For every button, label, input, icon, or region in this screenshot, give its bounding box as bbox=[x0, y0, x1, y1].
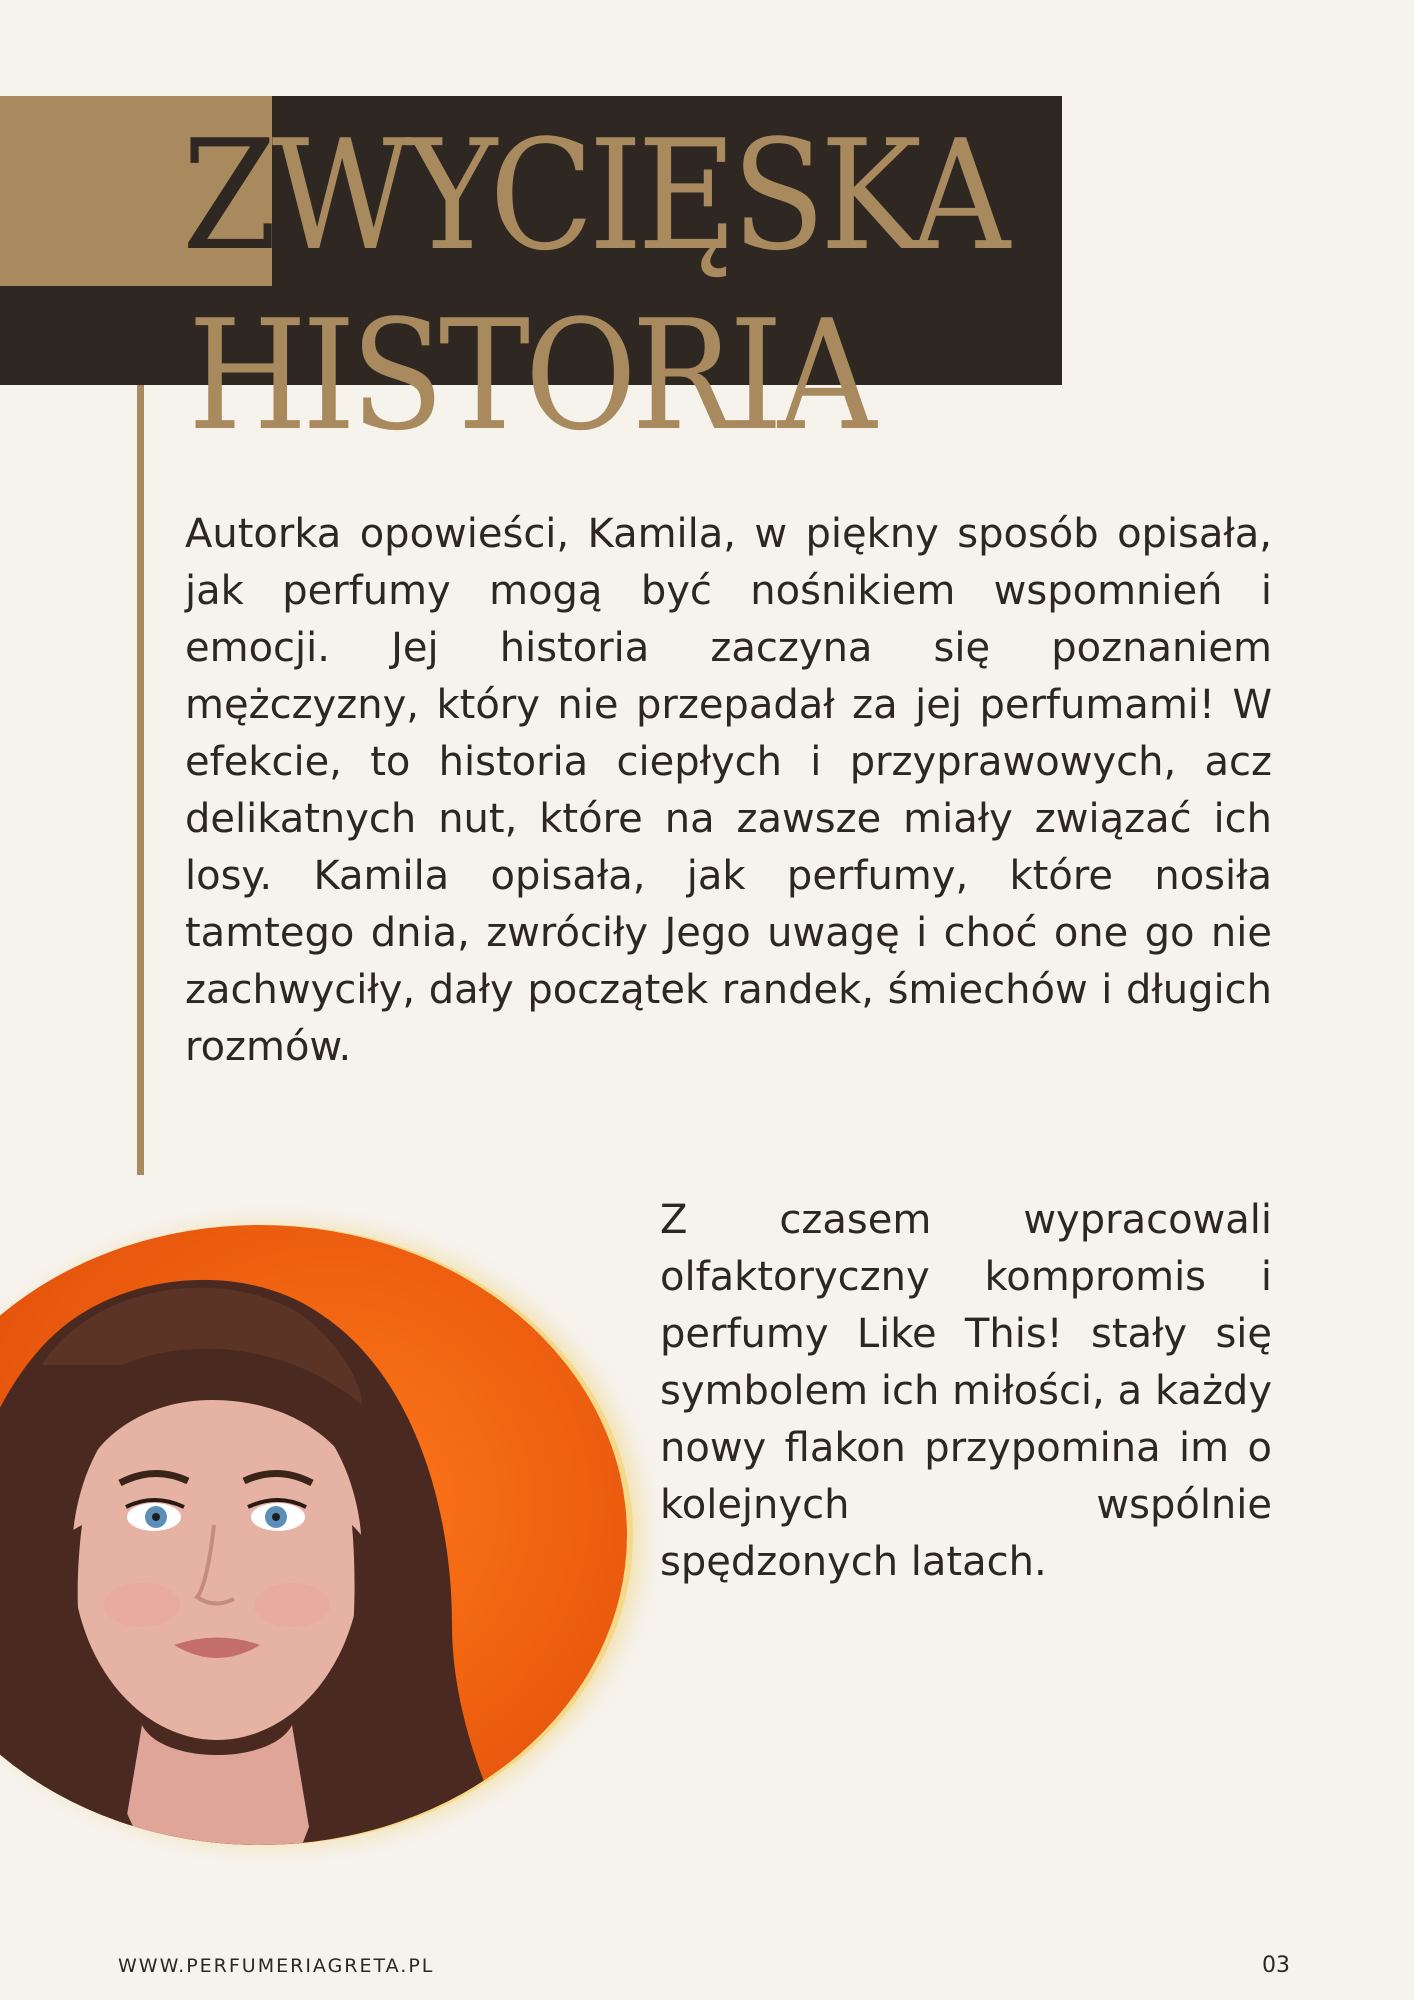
title-rest: WYCIĘSKA bbox=[271, 107, 1005, 284]
vertical-gold-rule bbox=[137, 385, 144, 1175]
footer-website: WWW.PERFUMERIAGRETA.PL bbox=[118, 1955, 435, 1977]
title-first-letter: Z bbox=[182, 107, 272, 284]
page-number: 03 bbox=[1262, 1953, 1290, 1978]
story-paragraph-1: Autorka opowieści, Kamila, w piękny sposób opisała, jak perfumy mogą być nośnikiem wspomnień i emocji. Jej historia zaczyna się poznaniem mężczyzny, który nie przepadał za jej perfumami! W efekcie, to historia ciepłych i przyprawowych, acz delikatnych nut, które na zawsze miały związać ich losy. Kamila opisała, jak perfumy, które nosiła tamtego dnia, zwróciły Jego uwagę i choć one go nie zachwyciły, dały początek randek, śmiechów i długich rozmów. bbox=[185, 511, 1272, 1070]
page-title-line-2: HISTORIA bbox=[188, 287, 872, 464]
story-paragraph-2: Z czasem wypracowali olfaktoryczny kompromis i perfumy Like This! stały się symbolem ich miłości, a każdy nowy flakon przypomina im o kolejnych wspólnie spędzonych latach. bbox=[660, 1197, 1272, 1585]
portrait-illustration bbox=[0, 1225, 627, 1845]
page-title-line-1 bbox=[182, 107, 1005, 284]
author-portrait bbox=[0, 1225, 627, 1845]
